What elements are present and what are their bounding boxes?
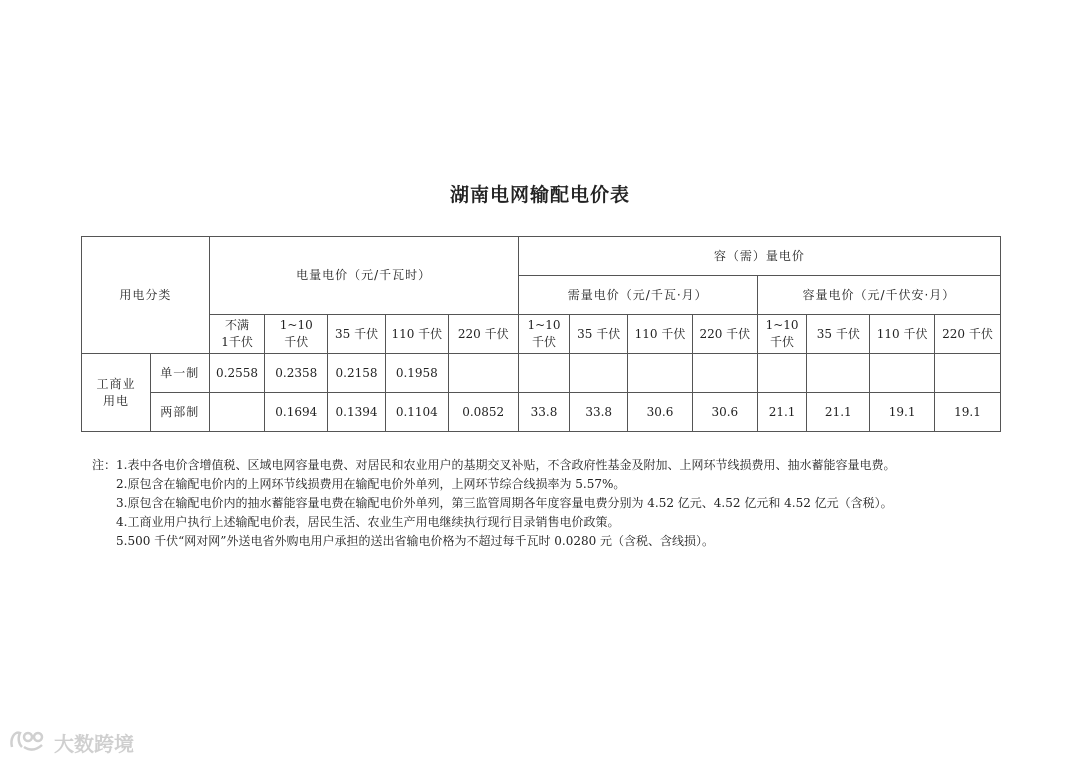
notes-section — [92, 456, 1022, 551]
table-cell: 19.1 — [870, 393, 935, 432]
voltage-header-row — [82, 315, 1001, 354]
page-title: 湖南电网输配电价表 — [449, 184, 630, 206]
note-line: 注：1.表中各电价含增值税、区域电网容量电费、对居民和农业用户的基期交叉补贴，不含政府性基金及附加、上网环节线损费用、抽水蓄能容量电费。 — [92, 458, 896, 472]
table-row — [82, 393, 1001, 432]
table-cell: 0.2158 — [328, 354, 386, 393]
table-cell: 33.8 — [518, 393, 570, 432]
note-line: 5.500 千伏“网对网”外送电省外购电用户承担的送出省输电价格为不超过每千瓦时 0.0280 元（含税、含线损）。 — [116, 534, 715, 548]
table-row — [82, 354, 1001, 393]
note-line: 2.原包含在输配电价内的上网环节线损费用在输配电价外单列，上网环节综合线损率为 5.57%。 — [116, 477, 626, 491]
voltage-header-cell: 220 千伏 — [692, 315, 757, 354]
table-cell: 30.6 — [628, 393, 693, 432]
table-cell: 21.1 — [807, 393, 870, 432]
table-cell: 19.1 — [935, 393, 1001, 432]
voltage-header-cell: 35 千伏 — [328, 315, 386, 354]
voltage-header-cell: 不满 1千伏 — [209, 315, 265, 354]
table-cell — [448, 354, 518, 393]
table-cell — [807, 354, 870, 393]
voltage-header-cell: 1~10 千伏 — [518, 315, 570, 354]
table-cell: 0.1104 — [385, 393, 448, 432]
voltage-header-cell: 1~10 千伏 — [757, 315, 807, 354]
table-cell — [692, 354, 757, 393]
row-label: 两部制 — [150, 393, 209, 432]
table-cell: 0.1958 — [385, 354, 448, 393]
table-cell — [209, 393, 265, 432]
table-cell: 0.2358 — [265, 354, 328, 393]
table-cell: 21.1 — [757, 393, 807, 432]
table-cell — [518, 354, 570, 393]
brand-logo-icon — [8, 727, 54, 758]
table-header-row — [82, 237, 1001, 276]
table-cell — [935, 354, 1001, 393]
voltage-header-cell: 110 千伏 — [385, 315, 448, 354]
table-cell: 0.0852 — [448, 393, 518, 432]
table-cell: 0.1394 — [328, 393, 386, 432]
watermark — [8, 727, 134, 758]
demand-price-header: 需量电价（元/千瓦·月） — [518, 276, 757, 315]
note-line: 4.工商业用户执行上述输配电价表，居民生活、农业生产用电继续执行现行目录销售电价政策。 — [116, 515, 620, 529]
voltage-header-cell: 1~10 千伏 — [265, 315, 328, 354]
capacity-demand-header: 容（需）量电价 — [518, 237, 1000, 276]
voltage-header-cell: 110 千伏 — [870, 315, 935, 354]
table-cell — [628, 354, 693, 393]
table-cell — [757, 354, 807, 393]
row-label: 单一制 — [150, 354, 209, 393]
capacity-price-header: 容量电价（元/千伏安·月） — [757, 276, 1000, 315]
energy-price-header: 电量电价（元/千瓦时） — [209, 237, 518, 315]
voltage-header-cell: 110 千伏 — [628, 315, 693, 354]
table-cell — [870, 354, 935, 393]
category-header: 用电分类 — [82, 237, 210, 354]
table-cell: 33.8 — [570, 393, 628, 432]
note-line: 3.原包含在输配电价内的抽水蓄能容量电费在输配电价外单列，第三监管周期各年度容量电费分别为 4.52 亿元、4.52 亿元和 4.52 亿元（含税）。 — [116, 496, 893, 510]
watermark-text: 大数跨境 — [54, 732, 134, 756]
tariff-table — [81, 236, 1001, 432]
voltage-header-cell: 35 千伏 — [570, 315, 628, 354]
table-cell: 30.6 — [692, 393, 757, 432]
voltage-header-cell: 220 千伏 — [935, 315, 1001, 354]
table-cell: 0.2558 — [209, 354, 265, 393]
table-cell: 0.1694 — [265, 393, 328, 432]
group-label: 工商业 用电 — [82, 354, 151, 432]
table-cell — [570, 354, 628, 393]
voltage-header-cell: 220 千伏 — [448, 315, 518, 354]
voltage-header-cell: 35 千伏 — [807, 315, 870, 354]
